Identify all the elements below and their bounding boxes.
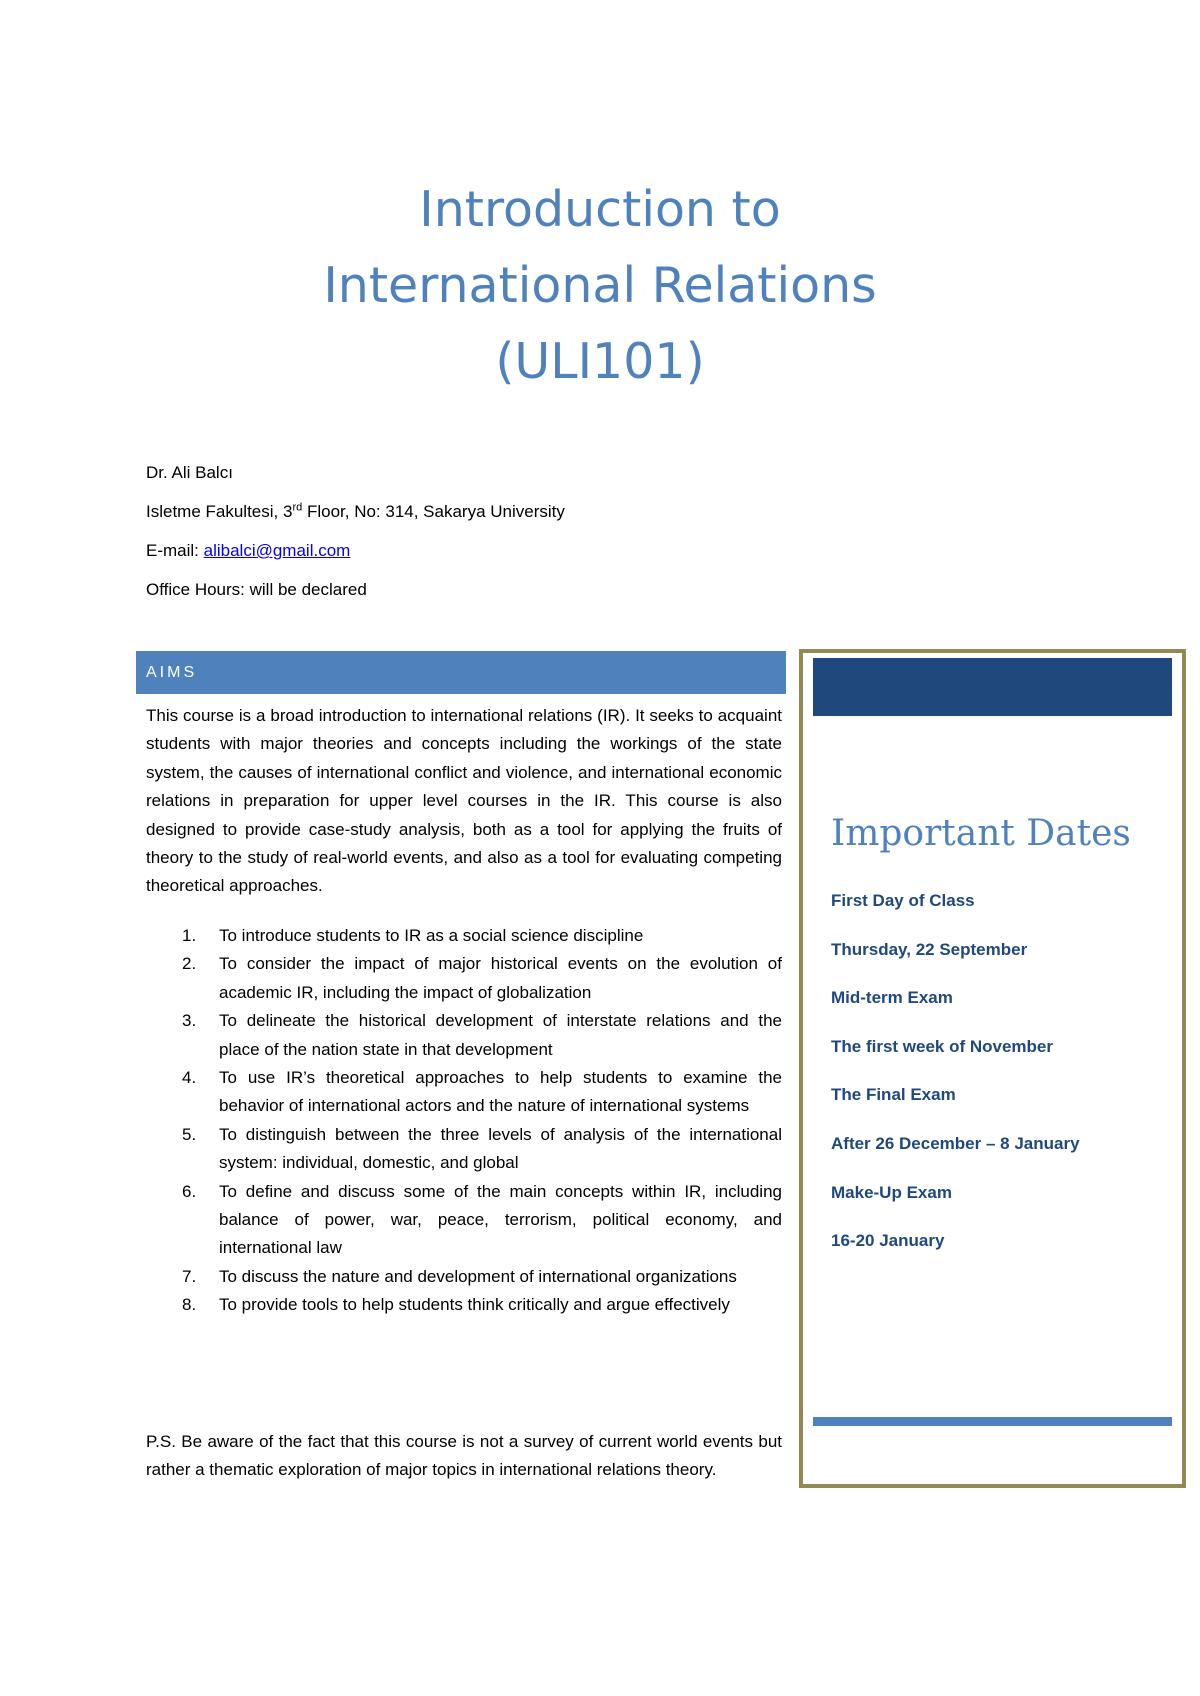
contact-block: [146, 453, 565, 609]
title-line-3: (ULI101): [495, 333, 705, 390]
goal-number: 5.: [182, 1124, 197, 1144]
goal-item: [146, 922, 782, 950]
date-event-label: First Day of Class: [831, 891, 975, 910]
goal-text: To delineate the historical development of interstate relations and the place of the nation state in that development: [219, 1011, 782, 1059]
aims-intro-text: This course is a broad introduction to international relations (IR). It seeks to acquaint students with major theories and concepts including the workings of the state system, the causes of international conflict and violence, and international economic relations in preparation for upper level courses in the IR. This course is also designed to provide case-study analysis, both as a tool for applying the fruits of theory to the study of real-world events, and also as a tool for evaluating competing theoretical approaches.: [146, 706, 782, 896]
goal-number: 2.: [182, 954, 197, 974]
goal-text: To use IR’s theoretical approaches to help students to examine the behavior of international actors and the nature of international systems: [219, 1068, 782, 1116]
goal-item: [146, 1263, 782, 1291]
instructor-name: Dr. Ali Balcı: [146, 463, 233, 482]
goal-text: To define and discuss some of the main concepts within IR, including balance of power, war, peace, terrorism, political economy, and international law: [219, 1181, 782, 1258]
email-line: [146, 531, 565, 570]
title-line-2: International Relations: [323, 257, 877, 314]
address-suffix: Floor, No: 314, Sakarya University: [302, 502, 565, 521]
sidebar-header-bar: [813, 658, 1172, 716]
date-event-label: Make-Up Exam: [831, 1182, 952, 1202]
document-title: [0, 172, 1200, 400]
goal-number: 3.: [182, 1011, 197, 1031]
date-value: Thursday, 22 September: [831, 939, 1028, 959]
goal-text: To distinguish between the three levels of analysis of the international system: individual, domestic, and global: [219, 1124, 782, 1173]
aims-heading: AIMS: [136, 651, 786, 694]
office-hours: Office Hours: will be declared: [146, 580, 367, 599]
address-prefix: Isletme Fakultesi, 3: [146, 502, 293, 521]
dates-list: [831, 887, 1080, 1276]
email-link[interactable]: alibalci@gmail.com: [203, 541, 351, 560]
goal-item: [146, 1121, 782, 1178]
title-line-1: Introduction to: [419, 181, 781, 238]
aims-intro: [146, 702, 782, 901]
goal-number: 6.: [182, 1181, 197, 1201]
date-event-label: Mid-term Exam: [831, 988, 953, 1008]
goal-number: 1.: [182, 926, 197, 945]
important-dates-heading: Important Dates: [831, 813, 1131, 854]
goals-list: [146, 922, 782, 1320]
goal-text: To provide tools to help students think critically and argue effectively: [219, 1295, 730, 1315]
sidebar-footer-bar: [813, 1417, 1172, 1426]
goal-item: [146, 1007, 782, 1064]
office-address: [146, 492, 565, 531]
date-event-label: The Final Exam: [831, 1085, 956, 1105]
ps-note: P.S. Be aware of the fact that this course is not a survey of current world events but rather a thematic exploration of major topics in international relations theory.: [146, 1432, 782, 1480]
date-value: 16-20 January: [831, 1231, 945, 1251]
goal-text: To introduce students to IR as a social science discipline: [219, 926, 644, 945]
goal-number: 7.: [182, 1266, 197, 1286]
goal-item: [146, 1064, 782, 1121]
goal-item: [146, 1291, 782, 1319]
date-value: The first week of November: [831, 1036, 1054, 1056]
important-dates-sidebar: [799, 649, 1186, 1488]
goal-number: 8.: [182, 1295, 197, 1315]
email-label: E-mail:: [146, 541, 204, 560]
goal-text: To consider the impact of major historical events on the evolution of academic IR, including the impact of globalization: [219, 954, 782, 1002]
goal-item: [146, 950, 782, 1007]
date-value: After 26 December – 8 January: [831, 1133, 1080, 1153]
goal-text: To discuss the nature and development of international organizations: [219, 1266, 737, 1286]
goal-number: 4.: [182, 1068, 197, 1088]
goal-item: [146, 1178, 782, 1263]
address-ordinal: rd: [292, 501, 303, 514]
